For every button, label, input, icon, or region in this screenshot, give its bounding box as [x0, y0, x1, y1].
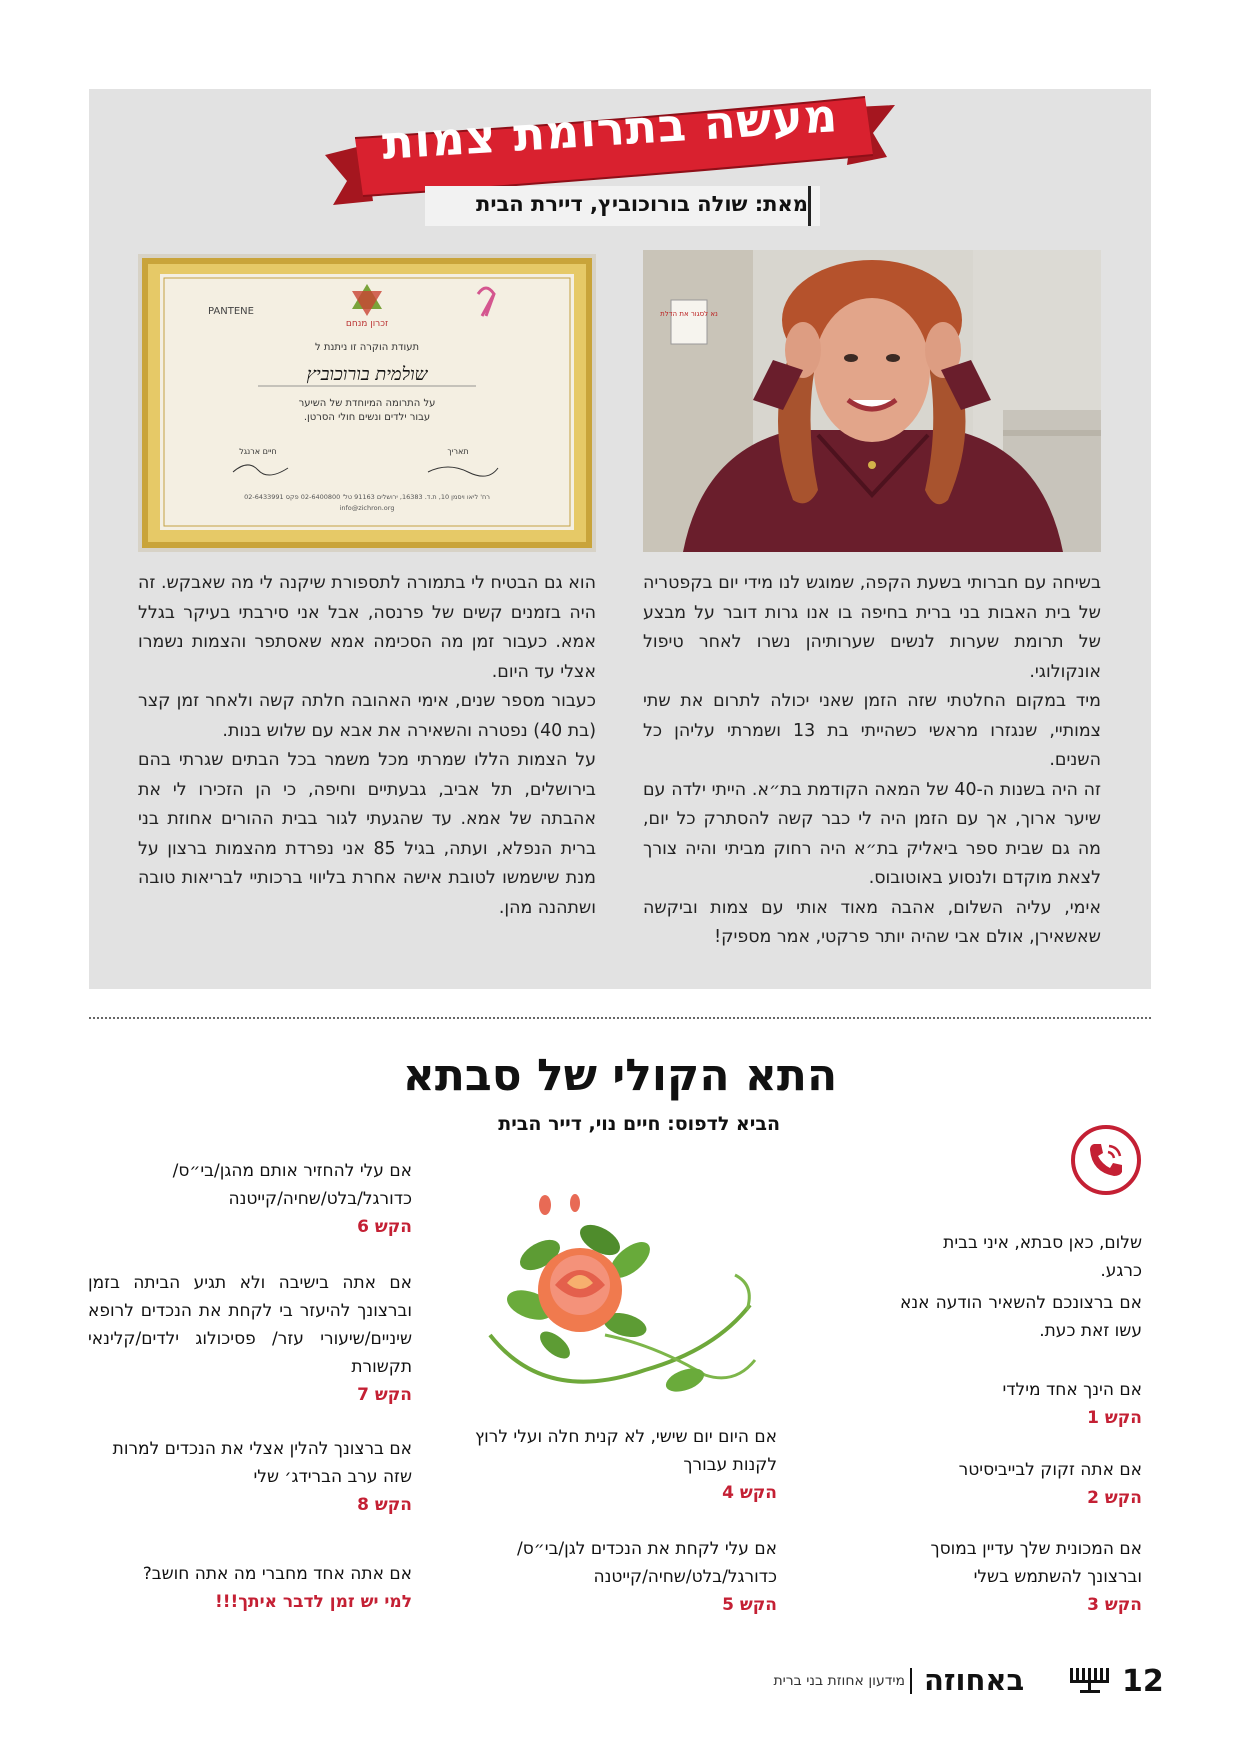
- message-text: אם ברצונכם להשאיר הודעה אנא עשו זאת כעת.: [900, 1293, 1142, 1341]
- paragraph: אימי, עליה השלום, אהבה מאוד אותי עם צמות וביקשה שאשאירן, אולם אבי שהיה יותר פרקטי, אמר מספיק!: [643, 897, 1101, 947]
- key-label: הקש 5: [722, 1595, 777, 1615]
- message-3: [900, 1376, 1142, 1432]
- message-text: אם המכונית שלך עדיין במוסך וברצונך להשתמש בשלי: [930, 1539, 1142, 1587]
- key-label: הקש 1: [1087, 1408, 1142, 1428]
- photo-woman-braids: [643, 250, 1101, 552]
- svg-text:חיים ארנגל: חיים ארנגל: [239, 447, 277, 456]
- message-10: [88, 1435, 412, 1519]
- message-4: [900, 1456, 1142, 1512]
- phone-icon: [1070, 1124, 1142, 1196]
- magazine-logo: באחוזה: [924, 1663, 1025, 1697]
- message-text: אם עלי להחזיר אותם מהגן/בי״ס/ כדורגל/בלט/שחיה/קייטנה: [172, 1161, 412, 1209]
- svg-text:info@zichron.org: info@zichron.org: [339, 504, 395, 512]
- byline-accent: [808, 186, 811, 226]
- svg-text:רח' ליאו ויסמן 10, ת.ד. 16383,: רח' ליאו ויסמן 10, ת.ד. 16383, ירושלים 91163 טל' 02-6400800 פקס 02-6433991: [244, 493, 490, 501]
- rose-illustration: [455, 1185, 785, 1400]
- svg-text:זכרון מנחם: זכרון מנחם: [345, 319, 389, 329]
- paragraph: הוא גם הבטיח לי בתמורה לתספורת שיקנה לי מה שאבקש. זה היה בזמנים קשים של פרנסה, אבל אני סירבתי בעיקר בגלל אמא. כעבור זמן מה הסכימה אמא שאסתפר והצמות נשמרו אצלי עד היום.: [138, 573, 596, 682]
- menorah-icon: [1064, 1666, 1116, 1694]
- voicemail-byline: הביא לדפוס: חיים נוי, דייר הבית: [498, 1113, 780, 1135]
- page-number: 12: [1122, 1664, 1164, 1699]
- message-text: אם הינך אחד מילדי: [1002, 1380, 1142, 1400]
- key-label: למי יש זמן לדבר איתך!!!: [214, 1592, 412, 1612]
- message-text: שלום, כאן סבתא, איני בבית כרגע.: [943, 1233, 1142, 1281]
- message-text: אם ברצונך להלין אצלי את הנכדים למרות שזה ערב הברידג׳ שלי: [112, 1439, 412, 1487]
- dotted-divider: [89, 1017, 1151, 1019]
- svg-text:עבור ילדים ונשים חולי הסרטן.: עבור ילדים ונשים חולי הסרטן.: [303, 412, 431, 423]
- key-label: הקש 3: [1087, 1595, 1142, 1615]
- door-sign: [671, 300, 707, 344]
- magazine-tagline: מידעון אחוזת בני ברית: [773, 1673, 905, 1689]
- message-1: [900, 1229, 1142, 1285]
- key-label: הקש 6: [357, 1217, 412, 1237]
- svg-text:תעודת הוקרה זו ניתנת ל: תעודת הוקרה זו ניתנת ל: [314, 342, 420, 353]
- story-title: מעשה בתרומת צמות: [380, 88, 840, 170]
- message-text: אם אתה אחד מחברי מה אתה חושב?: [142, 1564, 412, 1584]
- paragraph: מיד במקום החלטתי שזה הזמן שאני יכולה לתרום את שתי צמותיי, שנגזרו מראשי כשהייתי בת 13 ושמרתי עליהן כל השנים.: [643, 691, 1101, 770]
- paragraph: זה היה בשנות ה-40 של המאה הקודמת בת״א. הייתי ילדה עם שיער ארוך, אך עם הזמן היה לי כבר קשה להסתרק כל יום, מה גם שבית ספר ביאליק בת״א היה רחוק מביתי והיה צורך לצאת מוקדם ולנסוע באוטובוס.: [643, 779, 1101, 888]
- voicemail-title: התא הקולי של סבתא: [402, 1050, 838, 1101]
- svg-text:PANTENE: PANTENE: [208, 306, 254, 317]
- message-text: אם אתה בישיבה ולא תגיע הביתה בזמן וברצונך להיעזר בי לקחת את הנכדים לרופא שיניים/שיעורי עזר/ פסיכולוג ילדים/קלינאי תקשורת: [88, 1273, 412, 1377]
- svg-text:שולמית בורוכוביץ: שולמית בורוכוביץ: [306, 364, 428, 385]
- message-5: [900, 1535, 1142, 1619]
- message-2: [900, 1289, 1142, 1345]
- footer-separator: [910, 1668, 912, 1694]
- message-6: [455, 1423, 777, 1507]
- key-label: הקש 8: [357, 1495, 412, 1515]
- message-text: אם היום יום שישי, לא קנית חלה ועלי לרוץ לקנות עבורך: [474, 1427, 777, 1475]
- paragraph: כעבור מספר שנים, אימי האהובה חלתה קשה ולאחר זמן קצר (בת 40) נפטרה והשאירה את אבא עם שלוש בנות.: [138, 691, 596, 741]
- svg-text:על התרומה המיוחדת של השיער: על התרומה המיוחדת של השיער: [298, 398, 436, 409]
- message-text: אם עלי לקחת את הנכדים לגן/בי״ס/ כדורגל/בלט/שחיה/קייטנה: [517, 1539, 777, 1587]
- message-9: [88, 1269, 412, 1409]
- message-text: אם אתה זקוק לבייביסיטר: [958, 1460, 1142, 1480]
- certificate-image: [138, 254, 596, 552]
- key-label: הקש 2: [1087, 1488, 1142, 1508]
- paragraph: בשיחה עם חברותי בשעת הקפה, שמוגש לנו מידי יום בקפטריה של בית האבות בני ברית בחיפה בו אנו גרות דובר על מבצע של תרומת שערות לנשים שערותיהן נשרו לאחר טיפול אונקולוגי.: [643, 573, 1101, 682]
- svg-text:תאריך: תאריך: [447, 447, 469, 456]
- svg-text:נא לסגור את הדלת: נא לסגור את הדלת: [660, 310, 718, 318]
- paragraph: על הצמות הללו שמרתי מכל משמר בכל הבתים שגרתי בהם בירושלים, תל אביב, גבעתיים וחיפה, כי הן הזכירו לי את אהבתה של אמא. עד שהגעתי לגור בבית ההורים אחוזת בני ברית הנפלא, ועתה, בגיל 85 אני נפרדת מהצמות ברצון על מנת שישמשו לטובת אישה אחרת בליווי ברכותיי לבריאות טובה ושתהנה מהן.: [138, 750, 596, 918]
- story-column-right: [643, 569, 1101, 953]
- message-8: [88, 1157, 412, 1241]
- key-label: הקש 4: [722, 1483, 777, 1503]
- message-11: [88, 1560, 412, 1616]
- key-label: הקש 7: [357, 1385, 412, 1405]
- message-7: [455, 1535, 777, 1619]
- byline: מאת: שולה בורוכוביץ, דיירת הבית: [475, 192, 808, 216]
- story-column-left: [138, 569, 596, 923]
